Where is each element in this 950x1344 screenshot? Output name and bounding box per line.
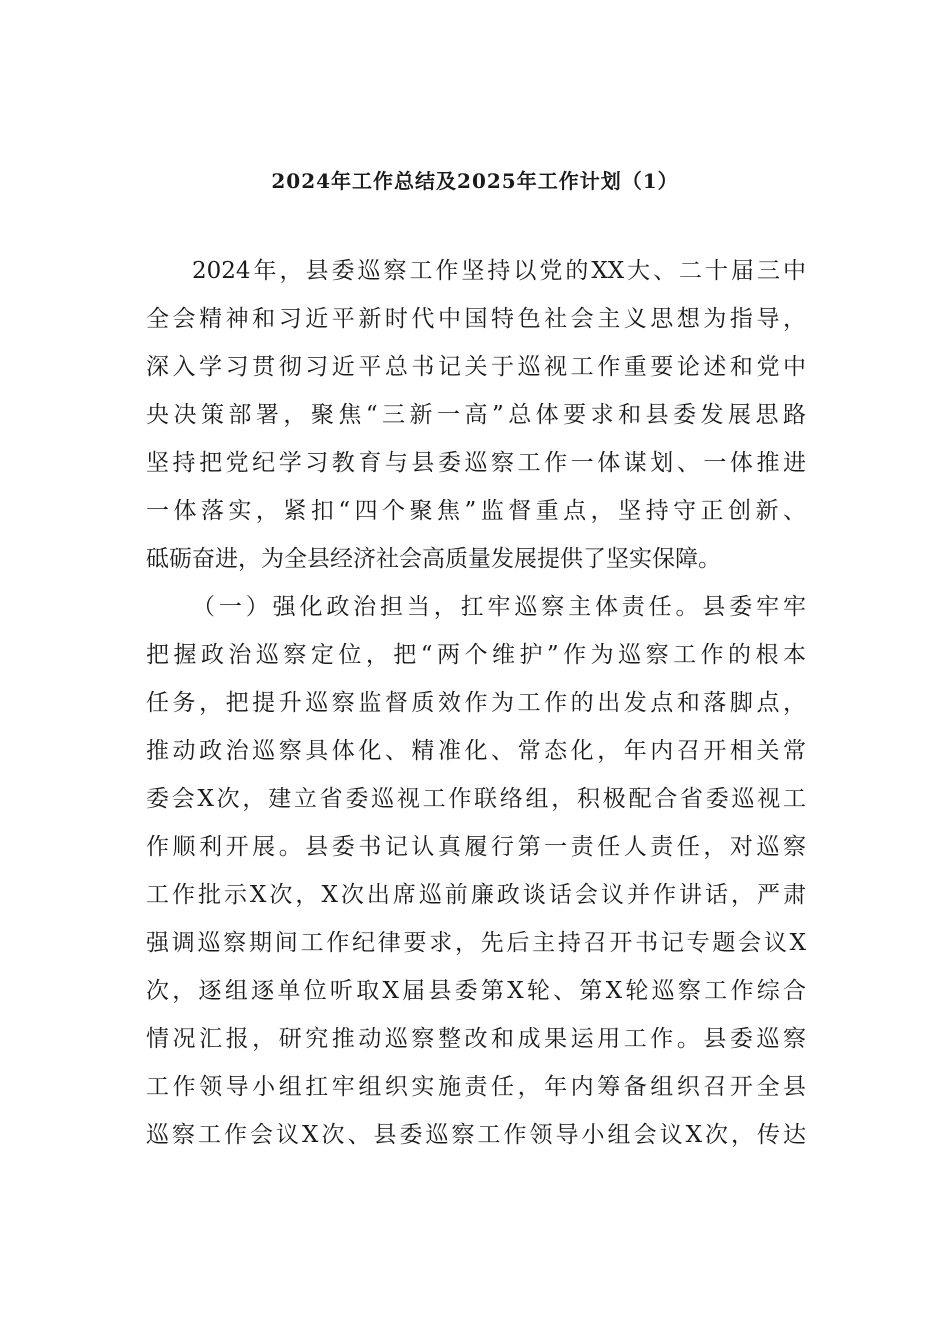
paragraph-2-line-12: 巡察工作会议X次、县委巡察工作领导小组会议X次，传达 <box>146 1122 806 1148</box>
paragraph-1-line-4: 央决策部署，聚焦“三新一高”总体要求和县委发展思路 <box>146 402 806 428</box>
paragraph-1-line-6: 一体落实，紧扣“四个聚焦”监督重点，坚持守正创新、 <box>146 498 806 524</box>
paragraph-2-line-8: 强调巡察期间工作纪律要求，先后主持召开书记专题会议X <box>146 930 806 956</box>
document-body <box>146 247 806 1159</box>
paragraph-1-line-5: 坚持把党纪学习教育与县委巡察工作一体谋划、一体推进 <box>146 450 806 476</box>
paragraph-2-line-5: 委会X次，建立省委巡视工作联络组，积极配合省委巡视工 <box>146 786 806 812</box>
paragraph-2-line-2: 把握政治巡察定位，把“两个维护”作为巡察工作的根本 <box>146 642 806 668</box>
paragraph-2-line-10: 情况汇报，研究推动巡察整改和成果运用工作。县委巡察 <box>146 1026 806 1052</box>
paragraph-1-line-1: 2024年，县委巡察工作坚持以党的XX大、二十届三中 <box>192 258 806 284</box>
paragraph-2-line-7: 工作批示X次，X次出席巡前廉政谈话会议并作讲话，严肃 <box>146 882 806 908</box>
paragraph-2-line-1: （一）强化政治担当，扛牢巡察主体责任。县委牢牢 <box>192 594 806 620</box>
paragraph-1-line-2: 全会精神和习近平新时代中国特色社会主义思想为指导， <box>146 306 806 332</box>
paragraph-1-line-3: 深入学习贯彻习近平总书记关于巡视工作重要论述和党中 <box>146 354 806 380</box>
paragraph-2-line-9: 次，逐组逐单位听取X届县委第X轮、第X轮巡察工作综合 <box>146 978 806 1004</box>
paragraph-2-line-6: 作顺利开展。县委书记认真履行第一责任人责任，对巡察 <box>146 834 806 860</box>
paragraph-2-line-3: 任务，把提升巡察监督质效作为工作的出发点和落脚点， <box>146 690 806 716</box>
paragraph-2-line-11: 工作领导小组扛牢组织实施责任，年内筹备组织召开全县 <box>146 1074 806 1100</box>
paragraph-1-line-7: 砥砺奋进，为全县经济社会高质量发展提供了坚实保障。 <box>146 546 721 572</box>
paragraph-2-line-4: 推动政治巡察具体化、精准化、常态化，年内召开相关常 <box>146 738 806 764</box>
document-title: 2024年工作总结及2025年工作计划（1） <box>271 169 679 193</box>
